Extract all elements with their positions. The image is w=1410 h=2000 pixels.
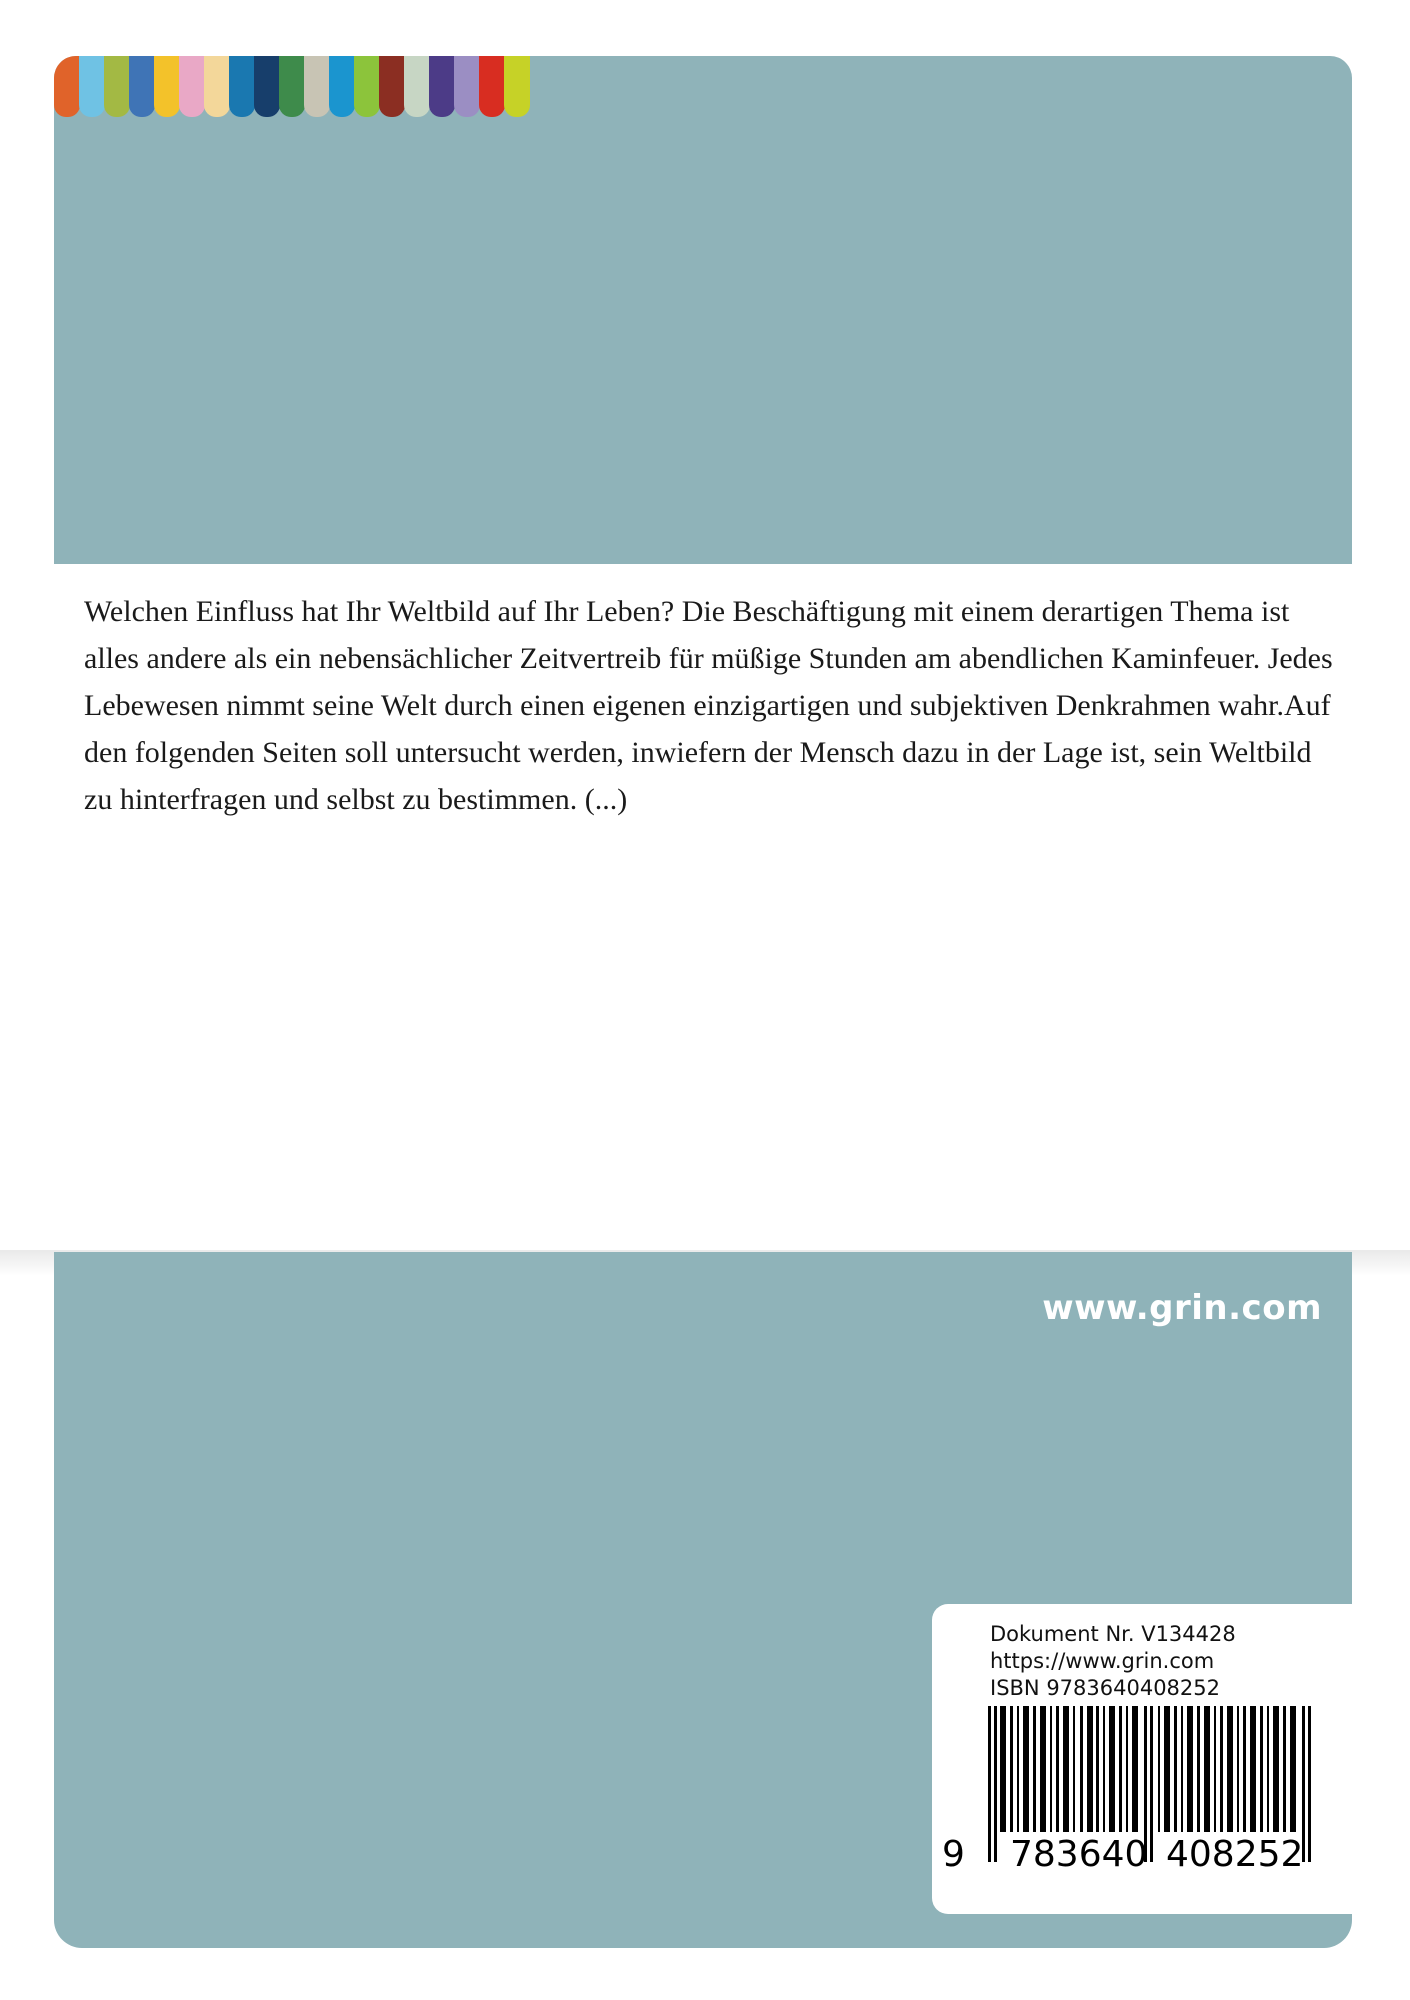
barcode-bar (1181, 1706, 1183, 1832)
barcode-bar (1204, 1706, 1210, 1832)
barcode-bar (1267, 1706, 1269, 1832)
barcode-bar (1073, 1706, 1075, 1832)
barcode-bar (1290, 1706, 1296, 1832)
barcode-bar (1150, 1706, 1153, 1862)
cover-top-panel (54, 56, 1352, 564)
barcode-right-digits: 408252 (1166, 1834, 1304, 1875)
color-stripe (304, 56, 330, 117)
color-stripe (129, 56, 155, 117)
barcode-left-digits: 783640 (1010, 1834, 1148, 1875)
barcode-bar (1220, 1706, 1223, 1832)
barcode-bar (1237, 1706, 1239, 1832)
cover-bottom-panel (54, 1252, 1352, 1948)
color-stripes (54, 56, 529, 117)
barcode-bar (1010, 1706, 1013, 1832)
barcode-bar (1132, 1706, 1138, 1832)
barcode-bar (1283, 1706, 1286, 1832)
publisher-url[interactable]: https://www.grin.com (990, 1649, 1215, 1673)
barcode-bar (988, 1706, 991, 1862)
barcode-bar (1164, 1706, 1170, 1832)
barcode-bar (1250, 1706, 1256, 1832)
barcode-bar (1080, 1706, 1083, 1832)
barcode-bar (1174, 1706, 1177, 1832)
barcode-bar (1243, 1706, 1246, 1832)
barcode-first-digit: 9 (942, 1834, 965, 1875)
barcode-bar (1050, 1706, 1052, 1832)
barcode-bar (1273, 1706, 1279, 1832)
isbn-info-box (932, 1604, 1352, 1914)
document-number: Dokument Nr. V134428 (990, 1622, 1236, 1646)
barcode-bar (994, 1706, 997, 1862)
barcode-bar (1260, 1706, 1263, 1832)
color-stripe (379, 56, 405, 117)
barcode-bar (1158, 1706, 1160, 1832)
color-stripe (479, 56, 505, 117)
barcode-bar (1000, 1706, 1006, 1832)
barcode-bar (1017, 1706, 1019, 1832)
barcode-bar (1119, 1706, 1122, 1832)
barcode-bar (1033, 1706, 1036, 1832)
color-stripe (204, 56, 230, 117)
color-stripe (279, 56, 305, 117)
barcode-bar (1056, 1706, 1059, 1832)
barcode-bar (1103, 1706, 1105, 1832)
color-stripe (404, 56, 430, 117)
barcode-bar (1087, 1706, 1093, 1832)
color-stripe (429, 56, 455, 117)
barcode-bar (1040, 1706, 1046, 1832)
barcode-bar (1023, 1706, 1029, 1832)
barcode-bar (1308, 1706, 1311, 1862)
book-blurb: Welchen Einfluss hat Ihr Weltbild auf Ihr Leben? Die Beschäftigung mit einem derartigen Thema ist alles andere als ein nebensächlicher Zeitvertreib für müßige Stunden am abendlichen Kaminfeuer. Jedes Lebewesen nimmt seine Welt durch einen eigenen einzigartigen und subjektiven Denkrahmen wahr.Auf den folgenden Seiten soll untersucht werden, inwiefern der Mensch dazu in der Lage ist, sein Weltbild zu hinterfragen und selbst zu bestimmen. (...) (84, 595, 1333, 816)
barcode-bar (1197, 1706, 1200, 1832)
publisher-website[interactable]: www.grin.com (1042, 1288, 1322, 1328)
color-stripe (354, 56, 380, 117)
color-stripe (329, 56, 355, 117)
barcode-bar (1096, 1706, 1099, 1832)
barcode-bar (1126, 1706, 1128, 1832)
barcode-bar (1214, 1706, 1216, 1832)
barcode-bar (1109, 1706, 1115, 1832)
color-stripe (104, 56, 130, 117)
color-stripe (504, 56, 530, 117)
color-stripe (154, 56, 180, 117)
color-stripe (254, 56, 280, 117)
color-stripe (79, 56, 105, 117)
isbn-number: ISBN 9783640408252 (990, 1676, 1221, 1700)
color-stripe (179, 56, 205, 117)
color-stripe (454, 56, 480, 117)
barcode-bar (1187, 1706, 1193, 1832)
barcode-bar (1227, 1706, 1233, 1832)
barcode-bar (1063, 1706, 1069, 1832)
color-stripe (229, 56, 255, 117)
color-stripe (54, 56, 80, 117)
